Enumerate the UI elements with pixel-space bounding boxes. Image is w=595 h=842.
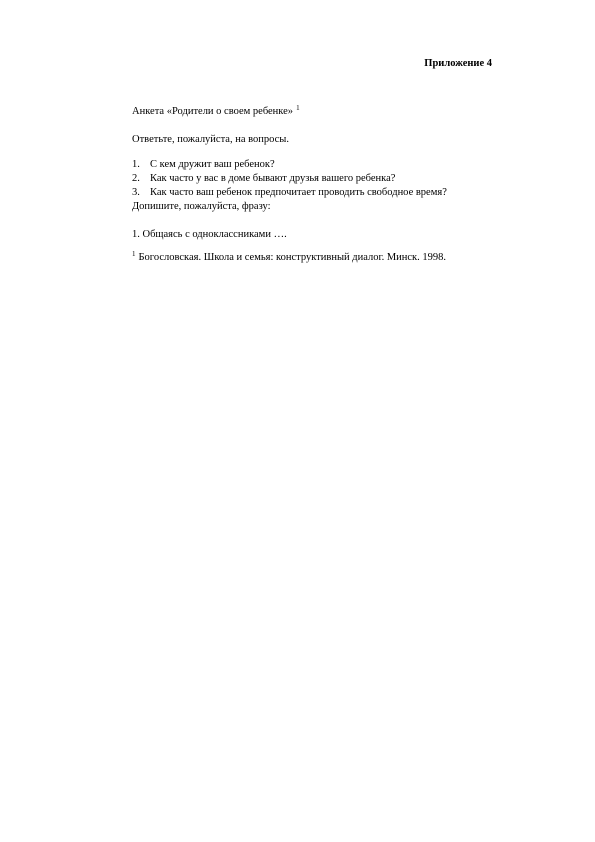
- appendix-heading: Приложение 4: [424, 58, 492, 69]
- survey-title: [132, 103, 300, 118]
- question-item: [132, 173, 447, 187]
- footnote-text: Богословская. Школа и семья: конструктивный диалог. Минск. 1998.: [138, 252, 447, 263]
- question-list: [132, 159, 447, 201]
- question-text: Как часто у вас в доме бывают друзья вашего ребенка?: [150, 173, 396, 184]
- question-number: 2.: [132, 173, 140, 184]
- complete-phrase-label: Допишите, пожалуйста, фразу:: [132, 201, 271, 212]
- question-text: Как часто ваш ребенок предпочитает проводить свободное время?: [150, 187, 447, 198]
- question-number: 3.: [132, 187, 140, 198]
- survey-instruction: Ответьте, пожалуйста, на вопросы.: [132, 134, 289, 145]
- footnote-reference: 1: [296, 103, 300, 112]
- question-text: С кем дружит ваш ребенок?: [150, 159, 275, 170]
- footnote-number: 1: [132, 249, 136, 258]
- phrase-prompt: 1. Общаясь с одноклассниками ….: [132, 229, 287, 240]
- question-number: 1.: [132, 159, 140, 170]
- question-item: [132, 159, 447, 173]
- survey-title-text: Анкета «Родители о своем ребенке»: [132, 106, 294, 117]
- question-item: [132, 187, 447, 201]
- footnote: [132, 249, 447, 264]
